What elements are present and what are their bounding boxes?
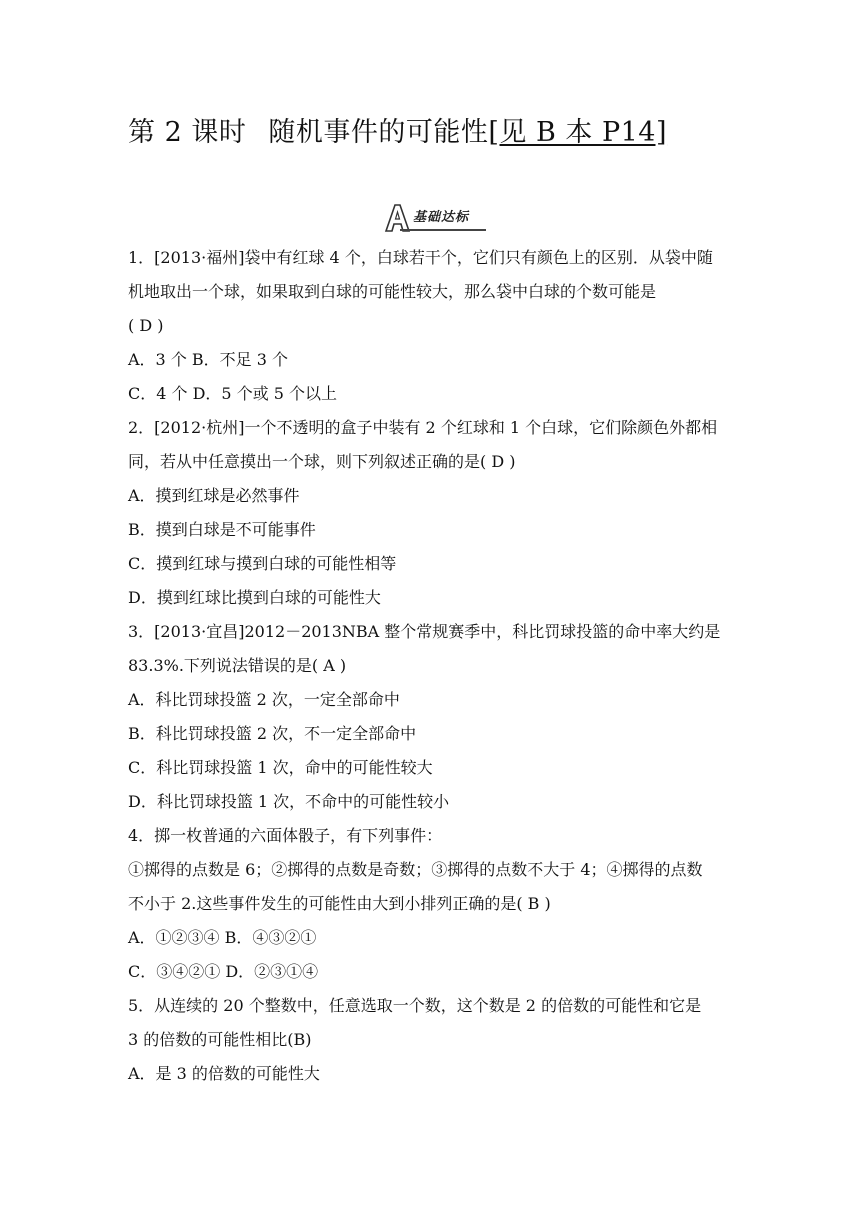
- q5-option-a: A．是 3 的倍数的可能性大: [128, 1064, 320, 1083]
- q5-stem-line-1: 5．从连续的 20 个整数中，任意选取一个数，这个数是 2 的倍数的可能性和它是: [128, 996, 702, 1015]
- q4-stem-line-3: 不小于 2.这些事件发生的可能性由大到小排列正确的是( B ): [128, 894, 551, 913]
- q3-option-a: A．科比罚球投篮 2 次，一定全部命中: [128, 690, 400, 709]
- page-title: [128, 110, 667, 149]
- q2-option-c: C．摸到红球与摸到白球的可能性相等: [128, 554, 397, 573]
- q2-stem-line-2: 同，若从中任意摸出一个球，则下列叙述正确的是( D ): [128, 452, 516, 471]
- q1-answer: ( D ): [128, 316, 164, 335]
- q5-stem-line-2: 3 的倍数的可能性相比(B): [128, 1030, 312, 1049]
- lesson-topic: 随机事件的可能性: [268, 117, 489, 148]
- q2-option-a: A．摸到红球是必然事件: [128, 486, 300, 505]
- q4-stem-line-2: ①掷得的点数是 6；②掷得的点数是奇数；③掷得的点数不大于 4；④掷得的点数: [128, 860, 703, 879]
- q3-stem-line-1: 3．[2013·宜昌]2012－2013NBA 整个常规赛季中，科比罚球投篮的命中率大约是: [128, 622, 721, 641]
- q1-options-ab: A．3 个 B．不足 3 个: [128, 350, 289, 369]
- section-badge: [380, 204, 490, 232]
- q4-options-cd: C．③④②① D．②③①④: [128, 962, 319, 981]
- q3-option-b: B．科比罚球投篮 2 次，不一定全部命中: [128, 724, 417, 743]
- badge-underline: [400, 229, 486, 231]
- lesson-number: 第 2 课时: [128, 117, 247, 148]
- q2-option-b: B．摸到白球是不可能事件: [128, 520, 316, 539]
- book-reference-link: [见 B 本 P14]: [488, 117, 668, 148]
- q4-options-ab: A．①②③④ B．④③②①: [128, 928, 317, 947]
- q3-option-c: C．科比罚球投篮 1 次，命中的可能性较大: [128, 758, 433, 777]
- q1-stem-line-1: 1．[2013·福州]袋中有红球 4 个，白球若干个，它们只有颜色上的区别．从袋中随: [128, 248, 713, 267]
- q2-option-d: D．摸到红球比摸到白球的可能性大: [128, 588, 381, 607]
- q2-stem-line-1: 2．[2012·杭州]一个不透明的盒子中装有 2 个红球和 1 个白球，它们除颜色外都相: [128, 418, 718, 437]
- q3-option-d: D．科比罚球投篮 1 次，不命中的可能性较小: [128, 792, 450, 811]
- q3-stem-line-2: 83.3%.下列说法错误的是( A ): [128, 656, 347, 675]
- section-letter-icon: [384, 204, 410, 232]
- section-label: 基础达标: [413, 210, 470, 225]
- q4-stem-line-1: 4．掷一枚普通的六面体骰子，有下列事件：: [128, 826, 443, 845]
- q1-stem-line-2: 机地取出一个球，如果取到白球的可能性较大，那么袋中白球的个数可能是: [128, 282, 657, 301]
- q1-options-cd: C．4 个 D．5 个或 5 个以上: [128, 384, 338, 403]
